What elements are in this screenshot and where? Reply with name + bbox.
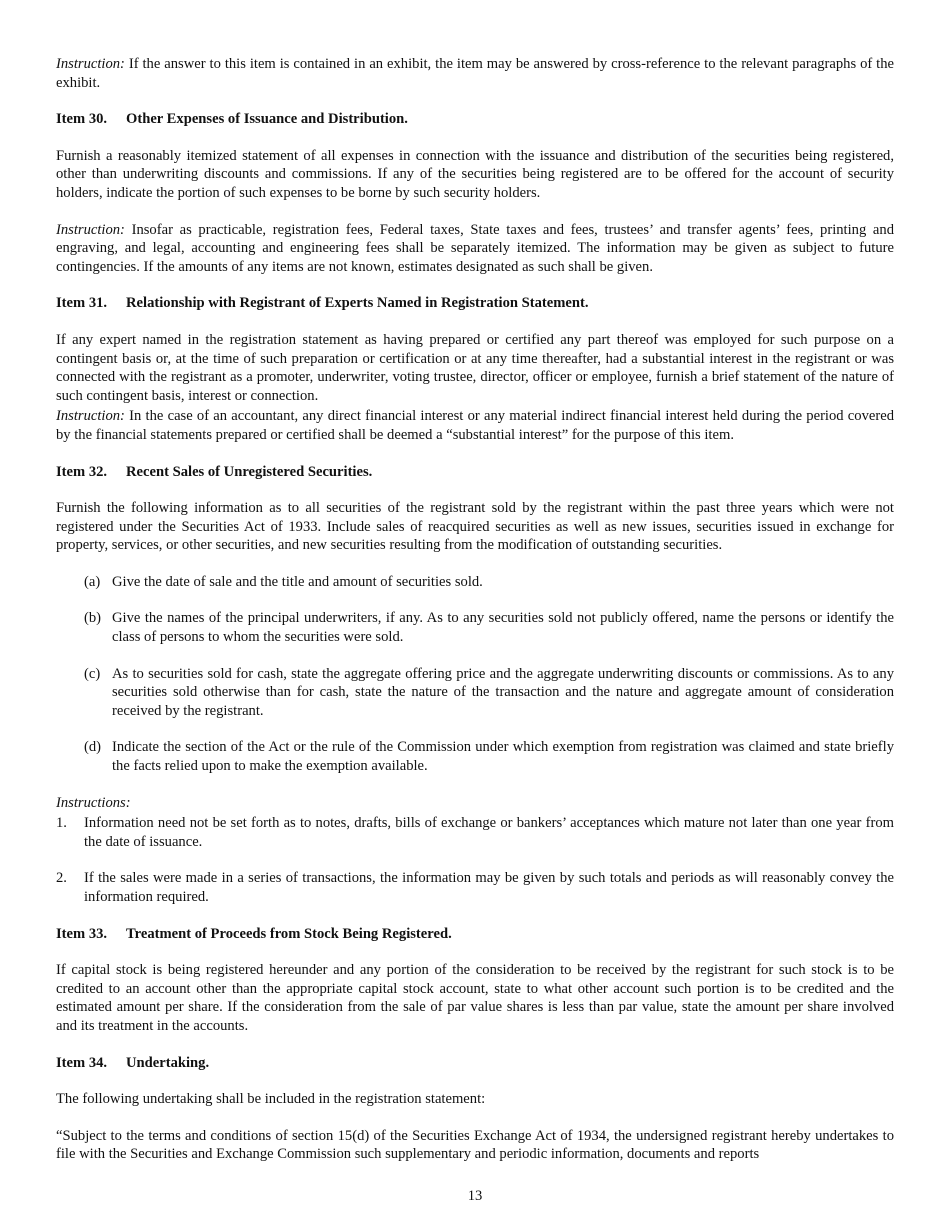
list-item <box>84 573 894 592</box>
list-label: (c) <box>84 665 101 682</box>
instruction-text: If the sales were made in a series of transactions, the information may be given by such totals and periods as will reasonably convey the information required. <box>84 870 894 905</box>
item-31-heading <box>56 294 894 313</box>
item-number: Item 33. <box>56 925 108 942</box>
instruction-label: Instruction: <box>56 408 125 425</box>
instruction-text: If the answer to this item is contained in an exhibit, the item may be answered by cross-reference to the relevant paragraphs of the exhibit. <box>56 56 894 91</box>
page-number: 13 <box>467 1188 483 1204</box>
instruction-item <box>56 814 894 851</box>
item-30-heading <box>56 110 894 129</box>
instruction-text: Insofar as practicable, registration fees, Federal taxes, State taxes and fees, trustees’ and transfer agents’ fees, printing and engraving, and legal, accounting and engineering fees shall be separately itemized. The information may be given as subject to future contingencies. If the amounts of any items are not known, estimates designated as such shall be given. <box>56 221 894 275</box>
list-label: (a) <box>84 573 101 590</box>
list-text: As to securities sold for cash, state the aggregate offering price and the aggregate underwriting discounts or commissions. As to any securities sold otherwise than for cash, state the nature of the transaction and the nature and aggregate amount of consideration received by the registrant. <box>112 665 894 719</box>
item-34-body: The following undertaking shall be included in the registration statement: <box>56 1091 486 1108</box>
instruction-number: 1. <box>56 815 67 832</box>
item-33-body: If capital stock is being registered hereunder and any portion of the consideration to be received by the registrant for such stock is to be credited to an account other than the appropriate capital stock account, state to what other account such portion is to be credited and the estimated amount per share. If the consideration from the sale of par value shares is less than par value, state the amount per share involved and its treatment in the accounts. <box>56 962 894 1034</box>
item-title: Recent Sales of Unregistered Securities. <box>126 463 373 480</box>
intro-instruction <box>56 55 894 92</box>
list-text: Give the names of the principal underwriters, if any. As to any securities sold not publicly offered, name the persons or identify the class of persons to whom the securities were sold. <box>112 610 894 646</box>
instruction-item <box>56 869 894 906</box>
list-item <box>84 738 894 775</box>
instruction-label: Instruction: <box>56 221 125 238</box>
item-31-body: If any expert named in the registration statement as having prepared or certified any part thereof was employed for such purpose on a contingent basis or, at the time of such preparation or certification or at any time thereafter, had a substantial interest in the registrant or was connected with the registrant as a promoter, underwriter, voting trustee, director, officer or employee, furnish a brief statement of the nature of such contingent basis, interest or connection. <box>56 331 894 404</box>
instructions-label: Instructions: <box>56 794 131 811</box>
item-title: Undertaking. <box>126 1054 210 1071</box>
item-32-heading <box>56 463 894 482</box>
instruction-text: Information need not be set forth as to notes, drafts, bills of exchange or bankers’ acceptances which mature not later than one year from the date of issuance. <box>84 815 894 850</box>
instruction-number: 2. <box>56 870 67 887</box>
list-item <box>84 665 894 721</box>
list-item <box>84 609 894 646</box>
item-number: Item 30. <box>56 111 108 128</box>
item-number: Item 31. <box>56 295 108 312</box>
item-title: Treatment of Proceeds from Stock Being Registered. <box>126 925 452 942</box>
list-text: Indicate the section of the Act or the rule of the Commission under which exemption from registration was claimed and state briefly the facts relied upon to make the exemption available. <box>112 739 894 775</box>
item-title: Relationship with Registrant of Experts Named in Registration Statement. <box>126 295 589 312</box>
item-30-body: Furnish a reasonably itemized statement of all expenses in connection with the issuance and distribution of the securities being registered, other than underwriting discounts and commissions. If any of the securities being registered are to be offered for the account of security holders, indicate the portion of such expenses to be borne by such security holders. <box>56 147 894 201</box>
instruction-text: In the case of an accountant, any direct financial interest or any material indirect financial interest held during the period covered by the financial statements prepared or certified shall be deemed a “substantial interest” for the purpose of this item. <box>56 408 894 443</box>
item-34-quote: “Subject to the terms and conditions of section 15(d) of the Securities Exchange Act of 1934, the undersigned registrant hereby undertakes to file with the Securities and Exchange Commission such supplementary and periodic information, documents and reports <box>56 1127 894 1163</box>
item-33-heading <box>56 925 894 944</box>
item-32-body: Furnish the following information as to all securities of the registrant sold by the registrant within the past three years which were not registered under the Securities Act of 1933. Include sales of reacquired securities as well as new issues, securities issued in exchange for property, services, or other securities, and new securities resulting from the modification of outstanding securities. <box>56 500 894 554</box>
instruction-label: Instruction: <box>56 56 125 72</box>
list-label: (b) <box>84 610 102 627</box>
list-label: (d) <box>84 739 102 756</box>
item-31-instruction <box>56 407 894 444</box>
item-number: Item 34. <box>56 1054 108 1071</box>
document-page <box>56 55 894 1164</box>
item-30-instruction <box>56 221 894 277</box>
list-text: Give the date of sale and the title and amount of securities sold. <box>112 573 483 590</box>
item-34-heading <box>56 1054 894 1073</box>
item-title: Other Expenses of Issuance and Distribution. <box>126 111 408 128</box>
item-number: Item 32. <box>56 463 108 480</box>
